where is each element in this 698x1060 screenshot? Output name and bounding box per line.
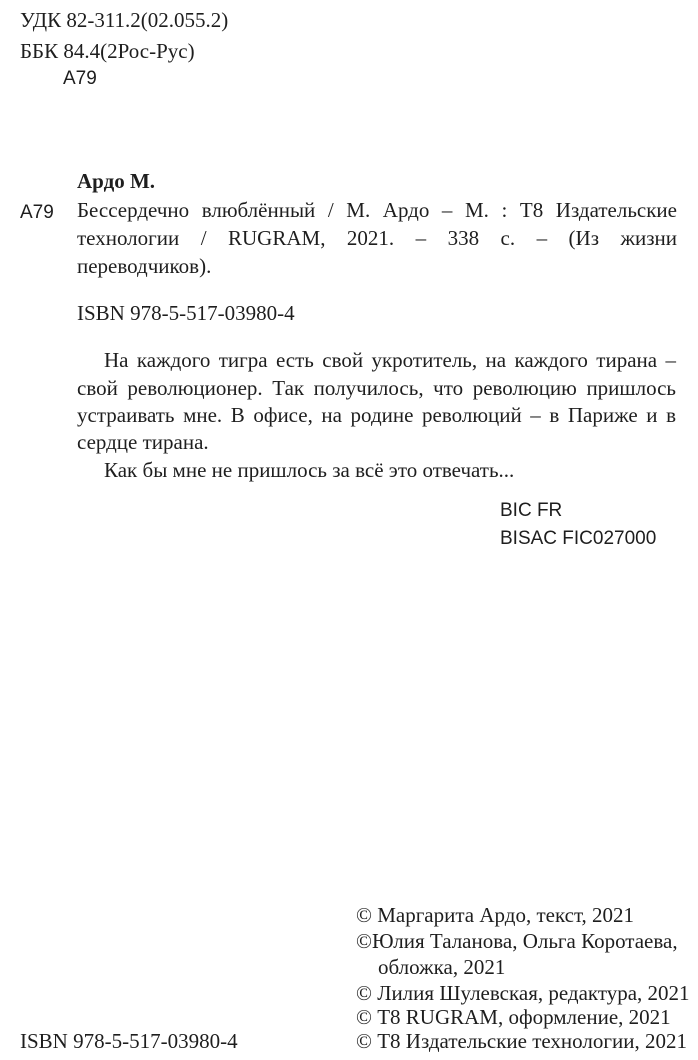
copyright-editing: © Лилия Шулевская, редактура, 2021	[356, 981, 690, 1005]
book-description-line-1: Бессердечно влюблённый / М. Ардо – М. : Т8 Издательские	[77, 198, 677, 222]
annotation-closing: Как бы мне не пришлось за всё это отвечать...	[104, 458, 515, 482]
author-name: Ардо М.	[77, 169, 156, 193]
copyright-author: © Маргарита Ардо, текст, 2021	[356, 903, 635, 927]
copyright-publisher: © Т8 Издательские технологии, 2021	[356, 1029, 687, 1053]
bic-code: BIC FR	[500, 500, 563, 521]
isbn-main: ISBN 978-5-517-03980-4	[77, 301, 295, 325]
copyright-design: © Т8 RUGRAM, оформление, 2021	[356, 1005, 671, 1029]
udk-code: УДК 82-311.2(02.055.2)	[20, 8, 229, 32]
copyright-cover-line-1: ©Юлия Таланова, Ольга Коротаева,	[356, 929, 678, 953]
bisac-code: BISAC FIC027000	[500, 528, 657, 549]
annotation-line-4: сердце тирана.	[77, 430, 209, 454]
bbk-code: ББК 84.4(2Рос-Рус)	[20, 39, 195, 63]
book-description-line-2: технологии / RUGRAM, 2021. – 338 с. – (Из жизни	[77, 226, 677, 250]
book-description-line-3: переводчиков).	[77, 254, 212, 278]
annotation-line-1: На каждого тигра есть свой укротитель, на каждого тирана –	[104, 348, 676, 372]
author-mark: А79	[20, 202, 54, 223]
annotation-line-3: устраивать мне. В офисе, на родине революций – в Париже и в	[77, 403, 676, 427]
author-mark-header: А79	[63, 68, 97, 89]
isbn-footer: ISBN 978-5-517-03980-4	[20, 1029, 238, 1053]
copyright-cover-line-2: обложка, 2021	[378, 955, 506, 979]
annotation-line-2: свой революционер. Так получилось, что революцию пришлось	[77, 376, 676, 400]
